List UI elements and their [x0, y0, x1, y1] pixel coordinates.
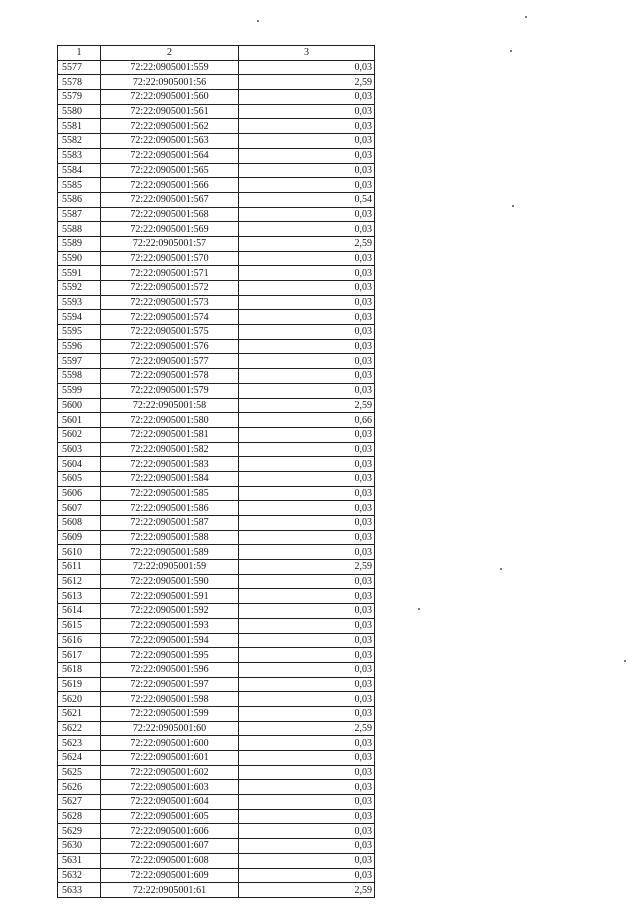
row-value: 0,03: [239, 471, 375, 486]
table-row: [58, 178, 375, 193]
table-row: [58, 589, 375, 604]
table-row: [58, 662, 375, 677]
table-row: [58, 618, 375, 633]
cadastral-number: 72:22:0905001:585: [101, 486, 239, 501]
cadastral-number: 72:22:0905001:598: [101, 692, 239, 707]
row-number: 5583: [58, 148, 101, 163]
row-number: 5595: [58, 325, 101, 340]
cadastral-number: 72:22:0905001:577: [101, 354, 239, 369]
row-number: 5604: [58, 457, 101, 472]
cadastral-number: 72:22:0905001:586: [101, 501, 239, 516]
table-row: [58, 839, 375, 854]
row-value: 0,03: [239, 427, 375, 442]
row-value: 0,03: [239, 457, 375, 472]
row-value: 2,59: [239, 75, 375, 90]
row-number: 5613: [58, 589, 101, 604]
cadastral-number: 72:22:0905001:583: [101, 457, 239, 472]
header-col-3: 3: [239, 46, 375, 61]
cadastral-number: 72:22:0905001:591: [101, 589, 239, 604]
cadastral-number: 72:22:0905001:56: [101, 75, 239, 90]
cadastral-number: 72:22:0905001:578: [101, 369, 239, 384]
cadastral-number: 72:22:0905001:590: [101, 574, 239, 589]
cadastral-number: 72:22:0905001:570: [101, 251, 239, 266]
cadastral-number: 72:22:0905001:593: [101, 618, 239, 633]
row-number: 5633: [58, 883, 101, 898]
row-value: 0,03: [239, 809, 375, 824]
row-value: 0,03: [239, 134, 375, 149]
table-row: [58, 119, 375, 134]
table-header: [58, 46, 375, 61]
row-value: 2,59: [239, 560, 375, 575]
row-value: 0,03: [239, 662, 375, 677]
row-number: 5600: [58, 398, 101, 413]
row-number: 5594: [58, 310, 101, 325]
row-value: 0,03: [239, 222, 375, 237]
cadastral-number: 72:22:0905001:609: [101, 868, 239, 883]
row-number: 5605: [58, 471, 101, 486]
cadastral-number: 72:22:0905001:563: [101, 134, 239, 149]
cadastral-number: 72:22:0905001:572: [101, 281, 239, 296]
row-value: 0,03: [239, 90, 375, 105]
cadastral-number: 72:22:0905001:595: [101, 648, 239, 663]
row-value: 0,03: [239, 281, 375, 296]
table-row: [58, 868, 375, 883]
row-number: 5581: [58, 119, 101, 134]
cadastral-number: 72:22:0905001:584: [101, 471, 239, 486]
table-row: [58, 516, 375, 531]
table-row: [58, 471, 375, 486]
row-number: 5628: [58, 809, 101, 824]
row-value: 0,03: [239, 251, 375, 266]
row-value: 2,59: [239, 398, 375, 413]
cadastral-number: 72:22:0905001:605: [101, 809, 239, 824]
row-value: 0,03: [239, 310, 375, 325]
row-value: 2,59: [239, 236, 375, 251]
table-row: [58, 501, 375, 516]
table-row: [58, 736, 375, 751]
row-number: 5620: [58, 692, 101, 707]
row-value: 0,03: [239, 574, 375, 589]
cadastral-number: 72:22:0905001:564: [101, 148, 239, 163]
cadastral-number: 72:22:0905001:58: [101, 398, 239, 413]
row-number: 5590: [58, 251, 101, 266]
row-number: 5610: [58, 545, 101, 560]
table-row: [58, 706, 375, 721]
table-row: [58, 339, 375, 354]
row-value: 0,03: [239, 178, 375, 193]
row-value: 0,03: [239, 648, 375, 663]
row-value: 0,03: [239, 692, 375, 707]
cadastral-number: 72:22:0905001:60: [101, 721, 239, 736]
cadastral-number: 72:22:0905001:566: [101, 178, 239, 193]
cadastral-number: 72:22:0905001:597: [101, 677, 239, 692]
scan-speck: [525, 16, 527, 18]
scan-speck: [257, 20, 259, 22]
table-row: [58, 545, 375, 560]
row-number: 5621: [58, 706, 101, 721]
cadastral-number: 72:22:0905001:575: [101, 325, 239, 340]
row-number: 5586: [58, 192, 101, 207]
table-row: [58, 134, 375, 149]
cadastral-number: 72:22:0905001:589: [101, 545, 239, 560]
cadastral-number: 72:22:0905001:568: [101, 207, 239, 222]
row-value: 0,03: [239, 618, 375, 633]
cadastral-number: 72:22:0905001:599: [101, 706, 239, 721]
row-number: 5609: [58, 530, 101, 545]
row-number: 5631: [58, 853, 101, 868]
row-number: 5617: [58, 648, 101, 663]
row-number: 5630: [58, 839, 101, 854]
table-row: [58, 883, 375, 898]
table-row: [58, 383, 375, 398]
cadastral-number: 72:22:0905001:561: [101, 104, 239, 119]
scan-speck: [512, 205, 514, 207]
row-value: 0,03: [239, 354, 375, 369]
table-row: [58, 354, 375, 369]
cadastral-number: 72:22:0905001:607: [101, 839, 239, 854]
cadastral-number: 72:22:0905001:580: [101, 413, 239, 428]
table-row: [58, 325, 375, 340]
row-number: 5614: [58, 604, 101, 619]
table-row: [58, 207, 375, 222]
table-row: [58, 530, 375, 545]
table-row: [58, 75, 375, 90]
table-row: [58, 751, 375, 766]
row-value: 0,03: [239, 266, 375, 281]
row-number: 5615: [58, 618, 101, 633]
table-row: [58, 266, 375, 281]
row-number: 5579: [58, 90, 101, 105]
table-row: [58, 765, 375, 780]
row-number: 5608: [58, 516, 101, 531]
table-row: [58, 457, 375, 472]
table-row: [58, 310, 375, 325]
table-row: [58, 633, 375, 648]
table-row: [58, 677, 375, 692]
row-value: 0,03: [239, 501, 375, 516]
cadastral-number: 72:22:0905001:559: [101, 60, 239, 75]
row-value: 0,03: [239, 207, 375, 222]
row-number: 5616: [58, 633, 101, 648]
row-number: 5585: [58, 178, 101, 193]
table-row: [58, 251, 375, 266]
row-value: 0,03: [239, 853, 375, 868]
cadastral-number: 72:22:0905001:579: [101, 383, 239, 398]
cadastral-number: 72:22:0905001:57: [101, 236, 239, 251]
cadastral-number: 72:22:0905001:594: [101, 633, 239, 648]
cadastral-number: 72:22:0905001:592: [101, 604, 239, 619]
header-row: [58, 46, 375, 61]
table-row: [58, 427, 375, 442]
row-number: 5603: [58, 442, 101, 457]
cadastral-number: 72:22:0905001:596: [101, 662, 239, 677]
cadastral-number: 72:22:0905001:588: [101, 530, 239, 545]
row-number: 5580: [58, 104, 101, 119]
scan-speck: [500, 568, 502, 570]
row-number: 5582: [58, 134, 101, 149]
row-number: 5607: [58, 501, 101, 516]
table-row: [58, 192, 375, 207]
row-value: 0,03: [239, 780, 375, 795]
table-row: [58, 604, 375, 619]
cadastral-number: 72:22:0905001:604: [101, 795, 239, 810]
table-body: [58, 60, 375, 897]
row-value: 0,03: [239, 442, 375, 457]
table-row: [58, 148, 375, 163]
table-row: [58, 369, 375, 384]
row-value: 2,59: [239, 883, 375, 898]
cadastral-number: 72:22:0905001:574: [101, 310, 239, 325]
cadastral-number: 72:22:0905001:606: [101, 824, 239, 839]
row-number: 5606: [58, 486, 101, 501]
row-value: 2,59: [239, 721, 375, 736]
row-value: 0,03: [239, 868, 375, 883]
row-number: 5577: [58, 60, 101, 75]
row-value: 0,03: [239, 633, 375, 648]
row-number: 5619: [58, 677, 101, 692]
row-value: 0,03: [239, 369, 375, 384]
table-row: [58, 163, 375, 178]
row-number: 5584: [58, 163, 101, 178]
table-row: [58, 442, 375, 457]
table-row: [58, 574, 375, 589]
row-value: 0,03: [239, 119, 375, 134]
row-number: 5627: [58, 795, 101, 810]
cadastral-number: 72:22:0905001:603: [101, 780, 239, 795]
row-number: 5612: [58, 574, 101, 589]
row-value: 0,03: [239, 604, 375, 619]
row-number: 5589: [58, 236, 101, 251]
row-value: 0,03: [239, 677, 375, 692]
row-value: 0,03: [239, 339, 375, 354]
table-row: [58, 90, 375, 105]
row-value: 0,54: [239, 192, 375, 207]
cadastral-number: 72:22:0905001:581: [101, 427, 239, 442]
row-value: 0,03: [239, 589, 375, 604]
row-value: 0,03: [239, 516, 375, 531]
row-number: 5626: [58, 780, 101, 795]
row-number: 5592: [58, 281, 101, 296]
row-number: 5588: [58, 222, 101, 237]
cadastral-number: 72:22:0905001:567: [101, 192, 239, 207]
row-value: 0,03: [239, 295, 375, 310]
table-row: [58, 560, 375, 575]
row-value: 0,03: [239, 824, 375, 839]
row-number: 5598: [58, 369, 101, 384]
row-value: 0,03: [239, 795, 375, 810]
cadastral-number: 72:22:0905001:601: [101, 751, 239, 766]
row-value: 0,66: [239, 413, 375, 428]
row-value: 0,03: [239, 545, 375, 560]
scan-speck: [624, 660, 626, 662]
table-row: [58, 809, 375, 824]
row-number: 5593: [58, 295, 101, 310]
row-value: 0,03: [239, 839, 375, 854]
data-table: [57, 45, 375, 898]
table-row: [58, 60, 375, 75]
table-row: [58, 104, 375, 119]
cadastral-number: 72:22:0905001:576: [101, 339, 239, 354]
row-number: 5632: [58, 868, 101, 883]
cadastral-number: 72:22:0905001:560: [101, 90, 239, 105]
row-value: 0,03: [239, 486, 375, 501]
table-row: [58, 236, 375, 251]
cadastral-number: 72:22:0905001:569: [101, 222, 239, 237]
cadastral-number: 72:22:0905001:573: [101, 295, 239, 310]
row-number: 5624: [58, 751, 101, 766]
table-row: [58, 721, 375, 736]
row-value: 0,03: [239, 706, 375, 721]
cadastral-number: 72:22:0905001:59: [101, 560, 239, 575]
row-value: 0,03: [239, 736, 375, 751]
table-row: [58, 486, 375, 501]
row-number: 5599: [58, 383, 101, 398]
cadastral-number: 72:22:0905001:582: [101, 442, 239, 457]
table-row: [58, 222, 375, 237]
header-col-2: 2: [101, 46, 239, 61]
row-number: 5597: [58, 354, 101, 369]
row-number: 5591: [58, 266, 101, 281]
row-number: 5601: [58, 413, 101, 428]
row-number: 5629: [58, 824, 101, 839]
cadastral-number: 72:22:0905001:602: [101, 765, 239, 780]
cadastral-number: 72:22:0905001:565: [101, 163, 239, 178]
cadastral-number: 72:22:0905001:571: [101, 266, 239, 281]
row-value: 0,03: [239, 751, 375, 766]
scan-speck: [418, 608, 420, 610]
row-number: 5596: [58, 339, 101, 354]
row-value: 0,03: [239, 104, 375, 119]
row-number: 5618: [58, 662, 101, 677]
row-number: 5578: [58, 75, 101, 90]
row-number: 5602: [58, 427, 101, 442]
table-row: [58, 413, 375, 428]
row-number: 5622: [58, 721, 101, 736]
table-row: [58, 648, 375, 663]
cadastral-number: 72:22:0905001:562: [101, 119, 239, 134]
table-row: [58, 795, 375, 810]
row-number: 5611: [58, 560, 101, 575]
row-number: 5625: [58, 765, 101, 780]
table-row: [58, 780, 375, 795]
table-row: [58, 281, 375, 296]
cadastral-number: 72:22:0905001:587: [101, 516, 239, 531]
table-row: [58, 824, 375, 839]
row-value: 0,03: [239, 60, 375, 75]
header-col-1: 1: [58, 46, 101, 61]
table-row: [58, 295, 375, 310]
table-row: [58, 398, 375, 413]
row-value: 0,03: [239, 163, 375, 178]
row-value: 0,03: [239, 530, 375, 545]
table-row: [58, 692, 375, 707]
scan-speck: [510, 50, 512, 52]
row-number: 5623: [58, 736, 101, 751]
row-value: 0,03: [239, 765, 375, 780]
row-value: 0,03: [239, 148, 375, 163]
row-number: 5587: [58, 207, 101, 222]
cadastral-number: 72:22:0905001:61: [101, 883, 239, 898]
cadastral-number: 72:22:0905001:608: [101, 853, 239, 868]
row-value: 0,03: [239, 383, 375, 398]
row-value: 0,03: [239, 325, 375, 340]
table-row: [58, 853, 375, 868]
cadastral-number: 72:22:0905001:600: [101, 736, 239, 751]
